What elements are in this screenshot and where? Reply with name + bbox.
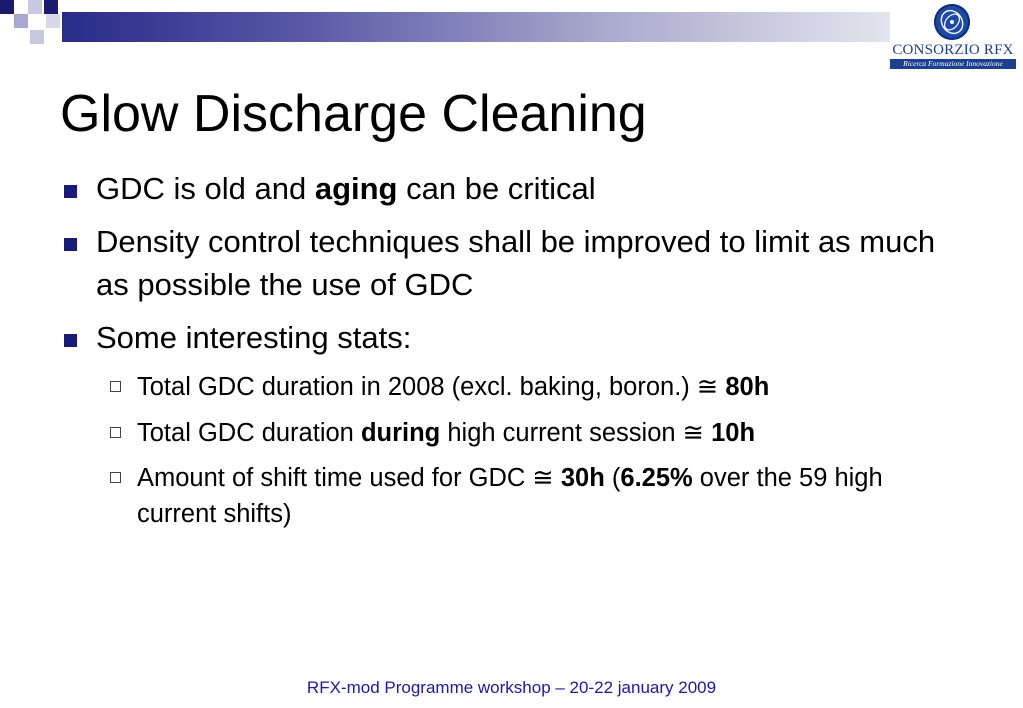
slide-title: Glow Discharge Cleaning <box>60 85 647 143</box>
slide-footer: RFX-mod Programme workshop – 20-22 january 2009 <box>306 678 717 697</box>
bullet-emphasis: 80h <box>725 373 770 401</box>
bullet-item <box>96 220 976 306</box>
bullet-item <box>96 316 976 359</box>
sub-bullet-box-icon <box>110 427 121 438</box>
bullet-emphasis: 10h <box>711 419 756 447</box>
logo-name: CONSORZIO RFX <box>892 42 1014 58</box>
decor-square <box>28 0 42 14</box>
decor-square <box>46 14 60 28</box>
bullet-emphasis: 6.25% <box>620 464 693 492</box>
bullet-text: can be critical <box>397 171 596 206</box>
bullet-square-icon <box>64 334 77 347</box>
header-gradient-band <box>62 12 890 42</box>
bullet-text: ( <box>604 464 621 492</box>
bullet-emphasis: aging <box>314 171 398 206</box>
decor-square <box>44 0 58 14</box>
sub-bullet-item <box>137 415 967 451</box>
logo-emblem-icon <box>934 4 970 40</box>
bullet-text: high current session ≅ <box>440 419 712 447</box>
sub-bullet-item <box>137 369 967 405</box>
bullet-emphasis: 30h <box>560 464 605 492</box>
logo-tagline: Ricerca Formazione Innovazione <box>890 59 1016 69</box>
sub-bullet-item <box>137 460 967 532</box>
bullet-emphasis: during <box>360 419 441 447</box>
bullet-text: Amount of shift time used for GDC ≅ <box>137 464 561 492</box>
bullet-text: Density control techniques shall be improved to limit as much as possible the use of GDC <box>96 224 936 302</box>
bullet-text: Total GDC duration <box>137 419 361 447</box>
bullet-square-icon <box>64 185 77 198</box>
bullet-text: GDC is old and <box>96 171 315 206</box>
bullet-text: Some interesting stats: <box>96 320 412 355</box>
decor-square <box>0 0 14 14</box>
sub-bullet-box-icon <box>110 472 121 483</box>
decor-square <box>30 30 44 44</box>
bullet-square-icon <box>64 238 77 251</box>
bullet-item <box>96 167 976 210</box>
bullet-text: Total GDC duration in 2008 (excl. baking, boron.) ≅ <box>137 373 726 401</box>
sub-bullet-box-icon <box>110 381 121 392</box>
bullet-text: over the 59 high current shifts) <box>137 464 883 528</box>
consorzio-rfx-logo <box>888 4 1018 68</box>
decor-square <box>14 14 28 28</box>
